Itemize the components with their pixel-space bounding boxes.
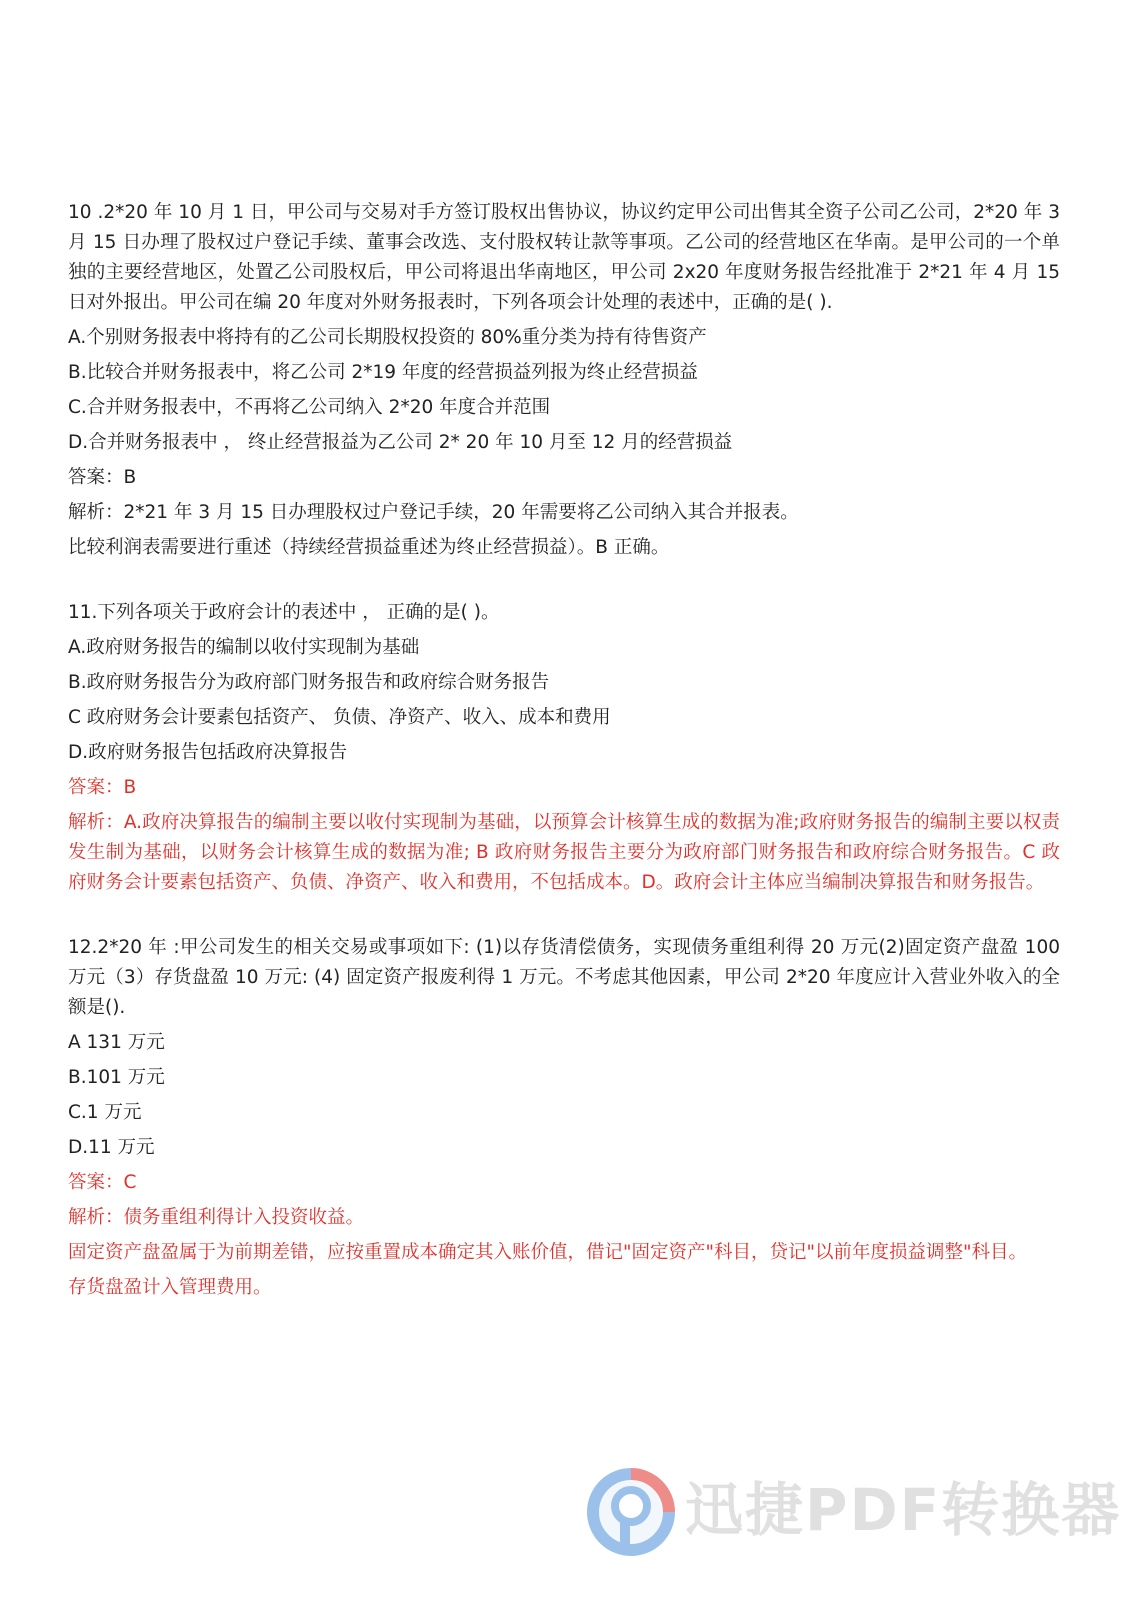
spacer	[68, 568, 1060, 598]
option-a: A.个别财务报表中将持有的乙公司长期股权投资的 80%重分类为持有待售资产	[68, 327, 707, 348]
option-c: C.1 万元	[68, 1102, 142, 1123]
option-b: B.101 万元	[68, 1067, 165, 1088]
watermark	[585, 1462, 1122, 1562]
question-12	[68, 933, 1060, 1303]
analysis-line: 比较利润表需要进行重述（持续经营损益重述为终止经营损益）。B 正确。	[68, 537, 670, 558]
answer-line: 答案：B	[68, 777, 137, 798]
option-d: D.合并财务报表中 ， 终止经营报益为乙公司 2* 20 年 10 月至 12 月的经营损益	[68, 432, 733, 453]
question-stem: 10 .2*20 年 10 月 1 日，甲公司与交易对手方签订股权出售协议，协议约定甲公司出售其全资子公司乙公司，2*20 年 3 月 15 日办理了股权过户登记手续、董事会改选、支付股权转让款等事项。乙公司的经营地区在华南。是甲公司的一个单独的主要经营地区，处置乙公司股权后，甲公司将退出华南地区，甲公司 2x20 年度财务报告经批准于 2*21 年 4 月 15 日对外报出。甲公司在编 20 年度对外财务报表时，下列各项会计处理的表述中，正确的是( ).	[68, 202, 1060, 313]
document-page	[68, 198, 1060, 1308]
question-stem: 11.下列各项关于政府会计的表述中 ， 正确的是( )。	[68, 602, 500, 623]
option-c: C 政府财务会计要素包括资产、 负债、净资产、收入、成本和费用	[68, 707, 611, 728]
option-c: C.合并财务报表中，不再将乙公司纳入 2*20 年度合并范围	[68, 397, 551, 418]
answer-line: 答案：B	[68, 467, 137, 488]
analysis-line: 存货盘盈计入管理费用。	[68, 1277, 272, 1298]
question-11	[68, 598, 1060, 898]
option-b: B.比较合并财务报表中，将乙公司 2*19 年度的经营损益列报为终止经营损益	[68, 362, 698, 383]
analysis-line: 解析：债务重组利得计入投资收益。	[68, 1207, 365, 1228]
option-d: D.11 万元	[68, 1137, 155, 1158]
xunjie-logo-icon	[585, 1462, 681, 1562]
analysis-line: 解析：A.政府决算报告的编制主要以收付实现制为基础，以预算会计核算生成的数据为准;政府财务报告的编制主要以权责发生制为基础，以财务会计核算生成的数据为准; B 政府财务报告主要分为政府部门财务报告和政府综合财务报告。C 政府财务会计要素包括资产、负债、净资产、收入和费用，不包括成本。D。政府会计主体应当编制决算报告和财务报告。	[68, 812, 1060, 893]
watermark-text: 迅捷PDF转换器	[685, 1476, 1122, 1544]
question-10	[68, 198, 1060, 563]
spacer	[68, 903, 1060, 933]
option-a: A.政府财务报告的编制以收付实现制为基础	[68, 637, 420, 658]
analysis-line: 解析：2*21 年 3 月 15 日办理股权过户登记手续，20 年需要将乙公司纳入其合并报表。	[68, 502, 799, 523]
analysis-line: 固定资产盘盈属于为前期差错，应按重置成本确定其入账价值，借记"固定资产"科目，贷记"以前年度损益调整"科目。	[68, 1242, 1028, 1263]
option-a: A 131 万元	[68, 1032, 165, 1053]
question-stem: 12.2*20 年 :甲公司发生的相关交易或事项如下: (1)以存货清偿债务，实现债务重组利得 20 万元(2)固定资产盘盈 100 万元（3）存货盘盈 10 万元: (4) 固定资产报废利得 1 万元。不考虑其他因素，甲公司 2*20 年度应计入营业外收入的全额是().	[68, 937, 1060, 1018]
option-b: B.政府财务报告分为政府部门财务报告和政府综合财务报告	[68, 672, 550, 693]
answer-line: 答案：C	[68, 1172, 137, 1193]
option-d: D.政府财务报告包括政府决算报告	[68, 742, 348, 763]
